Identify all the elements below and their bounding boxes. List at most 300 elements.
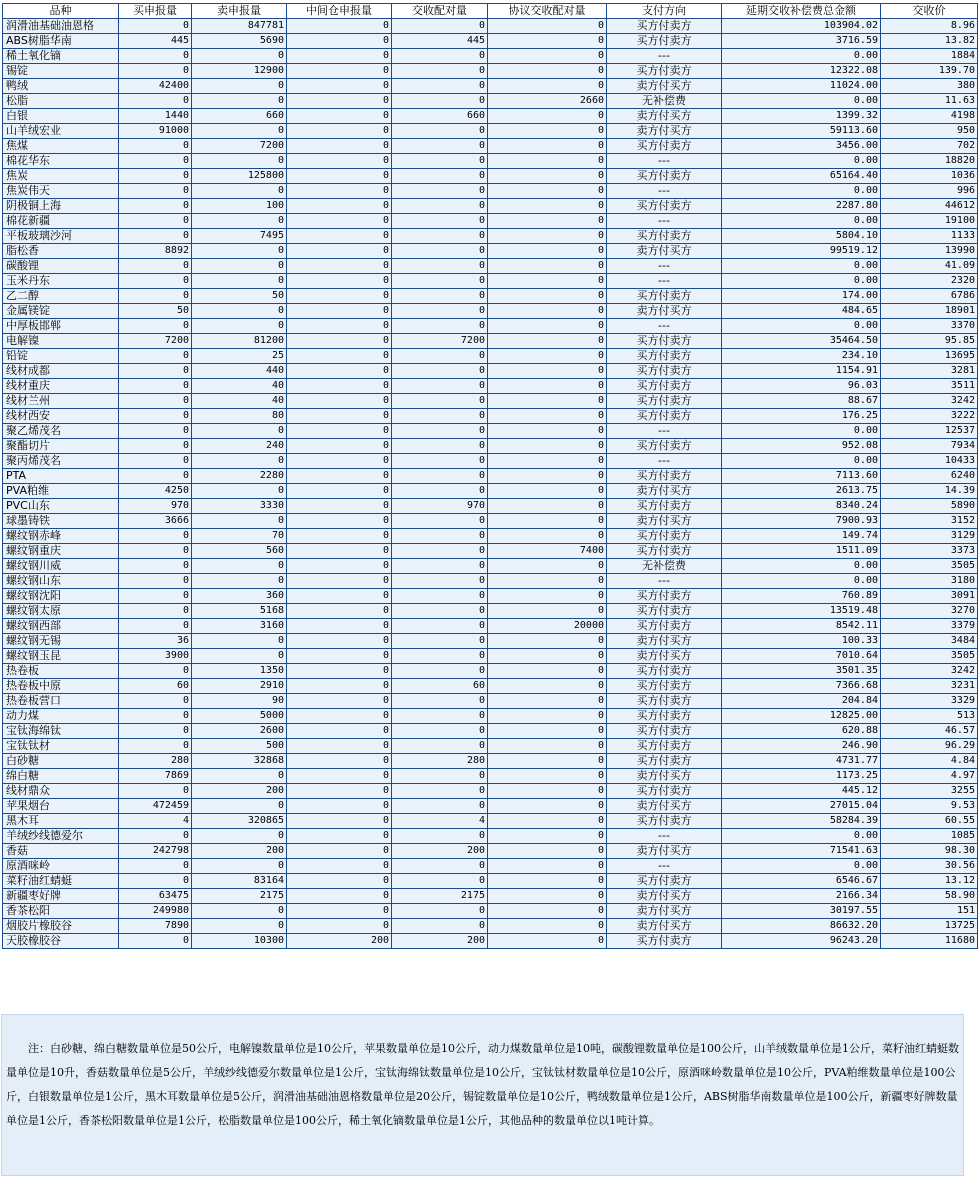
pay-direction-cell: 买方付卖方 — [607, 934, 722, 949]
compensation-cell: 0.00 — [722, 574, 881, 589]
variety-cell: 香茶松阳 — [3, 904, 119, 919]
pay-direction-cell: 买方付卖方 — [607, 619, 722, 634]
table-row — [3, 259, 978, 274]
compensation-cell: 11024.00 — [722, 79, 881, 94]
pay-direction-cell: 买方付卖方 — [607, 739, 722, 754]
agreement-qty-cell: 0 — [488, 19, 607, 34]
buy-qty-cell: 0 — [119, 469, 192, 484]
table-row — [3, 889, 978, 904]
pay-direction-cell: 无补偿费 — [607, 94, 722, 109]
delivery-price-cell: 139.70 — [881, 64, 978, 79]
middle-qty-cell: 0 — [287, 274, 392, 289]
variety-cell: 线材西安 — [3, 409, 119, 424]
match-qty-cell: 0 — [392, 424, 488, 439]
delivery-price-cell: 7934 — [881, 439, 978, 454]
agreement-qty-cell: 0 — [488, 514, 607, 529]
buy-qty-cell: 0 — [119, 259, 192, 274]
pay-direction-cell: 买方付卖方 — [607, 604, 722, 619]
delivery-price-cell: 13.82 — [881, 34, 978, 49]
sell-qty-cell: 240 — [192, 439, 287, 454]
middle-qty-cell: 0 — [287, 919, 392, 934]
compensation-cell: 0.00 — [722, 859, 881, 874]
pay-direction-cell: 卖方付买方 — [607, 514, 722, 529]
variety-cell: 螺纹钢山东 — [3, 574, 119, 589]
middle-qty-cell: 0 — [287, 379, 392, 394]
variety-cell: 螺纹钢玉昆 — [3, 649, 119, 664]
table-row — [3, 679, 978, 694]
delivery-price-cell: 5890 — [881, 499, 978, 514]
sell-qty-cell: 2280 — [192, 469, 287, 484]
buy-qty-cell: 91000 — [119, 124, 192, 139]
sell-qty-cell: 0 — [192, 424, 287, 439]
variety-cell: 羊绒纱线德爱尔 — [3, 829, 119, 844]
col-header-compensation: 延期交收补偿费总金额 — [722, 4, 881, 19]
sell-qty-cell: 125800 — [192, 169, 287, 184]
match-qty-cell: 0 — [392, 199, 488, 214]
sell-qty-cell: 100 — [192, 199, 287, 214]
pay-direction-cell: 卖方付买方 — [607, 109, 722, 124]
sell-qty-cell: 0 — [192, 319, 287, 334]
agreement-qty-cell: 0 — [488, 199, 607, 214]
buy-qty-cell: 0 — [119, 274, 192, 289]
variety-cell: 螺纹钢川威 — [3, 559, 119, 574]
variety-cell: 山羊绒宏业 — [3, 124, 119, 139]
compensation-cell: 1511.09 — [722, 544, 881, 559]
agreement-qty-cell: 0 — [488, 49, 607, 64]
pay-direction-cell: 买方付卖方 — [607, 664, 722, 679]
pay-direction-cell: --- — [607, 274, 722, 289]
sell-qty-cell: 83164 — [192, 874, 287, 889]
agreement-qty-cell: 0 — [488, 709, 607, 724]
delivery-price-cell: 11680 — [881, 934, 978, 949]
buy-qty-cell: 8892 — [119, 244, 192, 259]
agreement-qty-cell: 0 — [488, 334, 607, 349]
variety-cell: 润滑油基础油恩格 — [3, 19, 119, 34]
buy-qty-cell: 0 — [119, 64, 192, 79]
delivery-price-cell: 1884 — [881, 49, 978, 64]
pay-direction-cell: 买方付卖方 — [607, 589, 722, 604]
sell-qty-cell: 0 — [192, 904, 287, 919]
middle-qty-cell: 0 — [287, 79, 392, 94]
match-qty-cell: 0 — [392, 94, 488, 109]
variety-cell: PVA粕维 — [3, 484, 119, 499]
table-row — [3, 739, 978, 754]
table-row — [3, 724, 978, 739]
agreement-qty-cell: 0 — [488, 394, 607, 409]
pay-direction-cell: 买方付卖方 — [607, 409, 722, 424]
match-qty-cell: 4 — [392, 814, 488, 829]
table-row — [3, 664, 978, 679]
compensation-cell: 96243.20 — [722, 934, 881, 949]
table-row — [3, 289, 978, 304]
middle-qty-cell: 0 — [287, 34, 392, 49]
match-qty-cell: 0 — [392, 724, 488, 739]
pay-direction-cell: 买方付卖方 — [607, 694, 722, 709]
sell-qty-cell: 200 — [192, 784, 287, 799]
delivery-price-cell: 3255 — [881, 784, 978, 799]
agreement-qty-cell: 0 — [488, 664, 607, 679]
pay-direction-cell: 买方付卖方 — [607, 544, 722, 559]
delivery-price-cell: 1133 — [881, 229, 978, 244]
match-qty-cell: 0 — [392, 619, 488, 634]
header-row — [3, 4, 978, 19]
buy-qty-cell: 0 — [119, 589, 192, 604]
table-row — [3, 784, 978, 799]
middle-qty-cell: 0 — [287, 799, 392, 814]
pay-direction-cell: 卖方付买方 — [607, 799, 722, 814]
table-row — [3, 859, 978, 874]
sell-qty-cell: 0 — [192, 184, 287, 199]
middle-qty-cell: 0 — [287, 334, 392, 349]
variety-cell: 烟胶片橡胶谷 — [3, 919, 119, 934]
delivery-price-cell: 46.57 — [881, 724, 978, 739]
delivery-table — [2, 3, 978, 949]
sell-qty-cell: 0 — [192, 649, 287, 664]
pay-direction-cell: 买方付卖方 — [607, 814, 722, 829]
delivery-price-cell: 14.39 — [881, 484, 978, 499]
pay-direction-cell: 卖方付买方 — [607, 769, 722, 784]
buy-qty-cell: 472459 — [119, 799, 192, 814]
middle-qty-cell: 0 — [287, 769, 392, 784]
pay-direction-cell: 无补偿费 — [607, 559, 722, 574]
compensation-cell: 149.74 — [722, 529, 881, 544]
table-row — [3, 79, 978, 94]
agreement-qty-cell: 0 — [488, 829, 607, 844]
variety-cell: 脂松香 — [3, 244, 119, 259]
compensation-cell: 3456.00 — [722, 139, 881, 154]
match-qty-cell: 660 — [392, 109, 488, 124]
delivery-price-cell: 4198 — [881, 109, 978, 124]
variety-cell: 白银 — [3, 109, 119, 124]
pay-direction-cell: 买方付卖方 — [607, 709, 722, 724]
table-row — [3, 514, 978, 529]
match-qty-cell: 0 — [392, 589, 488, 604]
sell-qty-cell: 560 — [192, 544, 287, 559]
pay-direction-cell: --- — [607, 319, 722, 334]
delivery-price-cell: 4.84 — [881, 754, 978, 769]
middle-qty-cell: 0 — [287, 424, 392, 439]
middle-qty-cell: 0 — [287, 829, 392, 844]
variety-cell: 稀土氧化镝 — [3, 49, 119, 64]
unit-note: 注：白砂糖、绵白糖数量单位是50公斤，电解镍数量单位是10公斤，苹果数量单位是10公斤，动力煤数量单位是10吨，碳酸锂数量单位是100公斤，山羊绒数量单位是1公斤，菜籽油红蜻蜓数量单位是10升，香菇数量单位是5公斤，羊绒纱线德爱尔数量单位是1公斤，宝钛海绵钛数量单位是10公斤，宝钛钛材数量单位是10公斤，原酒咪岭数量单位是10公斤，PVA粕维数量单位是100公斤，白银数量单位是1公斤，黑木耳数量单位是5公斤，润滑油基础油恩格数量单位是20公斤，锡锭数量单位是10公斤，鸭绒数量单位是1公斤，ABS树脂华南数量单位是100公斤，新疆枣好牌数量单位是1公斤，香茶松阳数量单位是1公斤，松脂数量单位是100公斤，稀土氧化镝数量单位是1公斤，其他品种的数量单位以1吨计算。 — [1, 1014, 964, 1176]
table-body — [3, 19, 978, 949]
delivery-price-cell: 513 — [881, 709, 978, 724]
buy-qty-cell: 4 — [119, 814, 192, 829]
sell-qty-cell: 7200 — [192, 139, 287, 154]
delivery-price-cell: 151 — [881, 904, 978, 919]
compensation-cell: 8340.24 — [722, 499, 881, 514]
sell-qty-cell: 3330 — [192, 499, 287, 514]
agreement-qty-cell: 0 — [488, 604, 607, 619]
buy-qty-cell: 0 — [119, 319, 192, 334]
table-row — [3, 619, 978, 634]
agreement-qty-cell: 0 — [488, 79, 607, 94]
sell-qty-cell: 25 — [192, 349, 287, 364]
sell-qty-cell: 10300 — [192, 934, 287, 949]
table-row — [3, 499, 978, 514]
buy-qty-cell: 0 — [119, 424, 192, 439]
pay-direction-cell: 卖方付买方 — [607, 904, 722, 919]
agreement-qty-cell: 0 — [488, 229, 607, 244]
agreement-qty-cell: 0 — [488, 244, 607, 259]
sell-qty-cell: 0 — [192, 574, 287, 589]
table-row — [3, 454, 978, 469]
col-header-buy-qty: 买申报量 — [119, 4, 192, 19]
sell-qty-cell: 0 — [192, 214, 287, 229]
agreement-qty-cell: 7400 — [488, 544, 607, 559]
buy-qty-cell: 0 — [119, 439, 192, 454]
compensation-cell: 71541.63 — [722, 844, 881, 859]
variety-cell: 玉米丹东 — [3, 274, 119, 289]
sell-qty-cell: 0 — [192, 79, 287, 94]
buy-qty-cell: 970 — [119, 499, 192, 514]
delivery-price-cell: 12537 — [881, 424, 978, 439]
table-row — [3, 379, 978, 394]
sell-qty-cell: 0 — [192, 559, 287, 574]
compensation-cell: 0.00 — [722, 319, 881, 334]
table-row — [3, 559, 978, 574]
pay-direction-cell: 买方付卖方 — [607, 334, 722, 349]
variety-cell: 螺纹钢沈阳 — [3, 589, 119, 604]
col-header-delivery-price: 交收价 — [881, 4, 978, 19]
agreement-qty-cell: 0 — [488, 694, 607, 709]
col-header-pay-direction: 支付方向 — [607, 4, 722, 19]
middle-qty-cell: 0 — [287, 724, 392, 739]
compensation-cell: 0.00 — [722, 559, 881, 574]
agreement-qty-cell: 0 — [488, 274, 607, 289]
match-qty-cell: 0 — [392, 19, 488, 34]
middle-qty-cell: 0 — [287, 739, 392, 754]
delivery-price-cell: 702 — [881, 139, 978, 154]
table-row — [3, 199, 978, 214]
pay-direction-cell: 买方付卖方 — [607, 469, 722, 484]
compensation-cell: 0.00 — [722, 214, 881, 229]
compensation-cell: 4731.77 — [722, 754, 881, 769]
agreement-qty-cell: 0 — [488, 634, 607, 649]
sell-qty-cell: 0 — [192, 829, 287, 844]
variety-cell: 黑木耳 — [3, 814, 119, 829]
compensation-cell: 1154.91 — [722, 364, 881, 379]
table-row — [3, 274, 978, 289]
match-qty-cell: 0 — [392, 139, 488, 154]
delivery-price-cell: 18820 — [881, 154, 978, 169]
match-qty-cell: 0 — [392, 634, 488, 649]
delivery-price-cell: 3152 — [881, 514, 978, 529]
buy-qty-cell: 7869 — [119, 769, 192, 784]
delivery-price-cell: 13.12 — [881, 874, 978, 889]
middle-qty-cell: 0 — [287, 574, 392, 589]
agreement-qty-cell: 0 — [488, 424, 607, 439]
variety-cell: 球墨铸铁 — [3, 514, 119, 529]
agreement-qty-cell: 0 — [488, 859, 607, 874]
compensation-cell: 0.00 — [722, 454, 881, 469]
match-qty-cell: 60 — [392, 679, 488, 694]
sell-qty-cell: 0 — [192, 634, 287, 649]
sell-qty-cell: 0 — [192, 94, 287, 109]
middle-qty-cell: 0 — [287, 154, 392, 169]
delivery-price-cell: 3373 — [881, 544, 978, 559]
pay-direction-cell: 卖方付买方 — [607, 844, 722, 859]
table-row — [3, 799, 978, 814]
match-qty-cell: 200 — [392, 934, 488, 949]
delivery-price-cell: 3129 — [881, 529, 978, 544]
middle-qty-cell: 0 — [287, 394, 392, 409]
compensation-cell: 620.88 — [722, 724, 881, 739]
match-qty-cell: 0 — [392, 49, 488, 64]
compensation-cell: 3501.35 — [722, 664, 881, 679]
delivery-price-cell: 3484 — [881, 634, 978, 649]
delivery-price-cell: 996 — [881, 184, 978, 199]
buy-qty-cell: 0 — [119, 934, 192, 949]
compensation-cell: 6546.67 — [722, 874, 881, 889]
delivery-price-cell: 44612 — [881, 199, 978, 214]
match-qty-cell: 0 — [392, 784, 488, 799]
compensation-cell: 2287.80 — [722, 199, 881, 214]
middle-qty-cell: 0 — [287, 304, 392, 319]
compensation-cell: 174.00 — [722, 289, 881, 304]
match-qty-cell: 0 — [392, 454, 488, 469]
middle-qty-cell: 0 — [287, 889, 392, 904]
sell-qty-cell: 70 — [192, 529, 287, 544]
middle-qty-cell: 0 — [287, 619, 392, 634]
buy-qty-cell: 7890 — [119, 919, 192, 934]
middle-qty-cell: 0 — [287, 874, 392, 889]
delivery-price-cell: 3379 — [881, 619, 978, 634]
pay-direction-cell: 买方付卖方 — [607, 229, 722, 244]
middle-qty-cell: 0 — [287, 844, 392, 859]
pay-direction-cell: 买方付卖方 — [607, 394, 722, 409]
variety-cell: 原酒咪岭 — [3, 859, 119, 874]
middle-qty-cell: 0 — [287, 529, 392, 544]
delivery-price-cell: 58.90 — [881, 889, 978, 904]
table-row — [3, 349, 978, 364]
table-row — [3, 49, 978, 64]
table-row — [3, 184, 978, 199]
variety-cell: 棉花新疆 — [3, 214, 119, 229]
agreement-qty-cell: 0 — [488, 289, 607, 304]
delivery-price-cell: 96.29 — [881, 739, 978, 754]
agreement-qty-cell: 0 — [488, 934, 607, 949]
table-row — [3, 934, 978, 949]
middle-qty-cell: 0 — [287, 664, 392, 679]
agreement-qty-cell: 0 — [488, 364, 607, 379]
table-row — [3, 424, 978, 439]
agreement-qty-cell: 0 — [488, 559, 607, 574]
sell-qty-cell: 80 — [192, 409, 287, 424]
pay-direction-cell: 买方付卖方 — [607, 169, 722, 184]
match-qty-cell: 970 — [392, 499, 488, 514]
middle-qty-cell: 0 — [287, 544, 392, 559]
buy-qty-cell: 7200 — [119, 334, 192, 349]
match-qty-cell: 0 — [392, 169, 488, 184]
variety-cell: 中厚板邯郸 — [3, 319, 119, 334]
pay-direction-cell: 买方付卖方 — [607, 364, 722, 379]
table-row — [3, 649, 978, 664]
table-row — [3, 319, 978, 334]
sell-qty-cell: 5690 — [192, 34, 287, 49]
middle-qty-cell: 0 — [287, 169, 392, 184]
agreement-qty-cell: 0 — [488, 439, 607, 454]
middle-qty-cell: 0 — [287, 364, 392, 379]
table-row — [3, 409, 978, 424]
variety-cell: 天胶橡胶谷 — [3, 934, 119, 949]
variety-cell: 电解镍 — [3, 334, 119, 349]
buy-qty-cell: 0 — [119, 409, 192, 424]
col-header-match-qty: 交收配对量 — [392, 4, 488, 19]
variety-cell: 聚乙烯茂名 — [3, 424, 119, 439]
delivery-price-cell: 13725 — [881, 919, 978, 934]
variety-cell: ABS树脂华南 — [3, 34, 119, 49]
delivery-price-cell: 3511 — [881, 379, 978, 394]
compensation-cell: 96.03 — [722, 379, 881, 394]
buy-qty-cell: 0 — [119, 139, 192, 154]
compensation-cell: 7900.93 — [722, 514, 881, 529]
delivery-price-cell: 10433 — [881, 454, 978, 469]
compensation-cell: 13519.48 — [722, 604, 881, 619]
variety-cell: 铅锭 — [3, 349, 119, 364]
agreement-qty-cell: 0 — [488, 259, 607, 274]
match-qty-cell: 7200 — [392, 334, 488, 349]
buy-qty-cell: 3666 — [119, 514, 192, 529]
table-row — [3, 64, 978, 79]
variety-cell: 线材鼎众 — [3, 784, 119, 799]
buy-qty-cell: 0 — [119, 619, 192, 634]
sell-qty-cell: 0 — [192, 274, 287, 289]
delivery-price-cell: 11.63 — [881, 94, 978, 109]
match-qty-cell: 0 — [392, 184, 488, 199]
match-qty-cell: 0 — [392, 229, 488, 244]
match-qty-cell: 0 — [392, 904, 488, 919]
match-qty-cell: 0 — [392, 64, 488, 79]
buy-qty-cell: 0 — [119, 724, 192, 739]
buy-qty-cell: 0 — [119, 874, 192, 889]
variety-cell: 螺纹钢赤峰 — [3, 529, 119, 544]
middle-qty-cell: 0 — [287, 784, 392, 799]
sell-qty-cell: 440 — [192, 364, 287, 379]
buy-qty-cell: 0 — [119, 559, 192, 574]
variety-cell: 乙二醇 — [3, 289, 119, 304]
buy-qty-cell: 0 — [119, 154, 192, 169]
agreement-qty-cell: 0 — [488, 484, 607, 499]
delivery-price-cell: 3505 — [881, 559, 978, 574]
buy-qty-cell: 249980 — [119, 904, 192, 919]
compensation-cell: 484.65 — [722, 304, 881, 319]
delivery-price-cell: 4.97 — [881, 769, 978, 784]
variety-cell: 苹果烟台 — [3, 799, 119, 814]
table-row — [3, 19, 978, 34]
compensation-cell: 0.00 — [722, 259, 881, 274]
agreement-qty-cell: 0 — [488, 874, 607, 889]
pay-direction-cell: --- — [607, 184, 722, 199]
buy-qty-cell: 0 — [119, 454, 192, 469]
compensation-cell: 1399.32 — [722, 109, 881, 124]
sell-qty-cell: 90 — [192, 694, 287, 709]
buy-qty-cell: 0 — [119, 544, 192, 559]
variety-cell: 聚酯切片 — [3, 439, 119, 454]
sell-qty-cell: 1350 — [192, 664, 287, 679]
match-qty-cell: 0 — [392, 529, 488, 544]
pay-direction-cell: 买方付卖方 — [607, 64, 722, 79]
buy-qty-cell: 50 — [119, 304, 192, 319]
buy-qty-cell: 0 — [119, 229, 192, 244]
compensation-cell: 0.00 — [722, 424, 881, 439]
buy-qty-cell: 0 — [119, 289, 192, 304]
variety-cell: 螺纹钢西部 — [3, 619, 119, 634]
delivery-price-cell: 19100 — [881, 214, 978, 229]
pay-direction-cell: 卖方付买方 — [607, 484, 722, 499]
compensation-cell: 86632.20 — [722, 919, 881, 934]
agreement-qty-cell: 0 — [488, 784, 607, 799]
